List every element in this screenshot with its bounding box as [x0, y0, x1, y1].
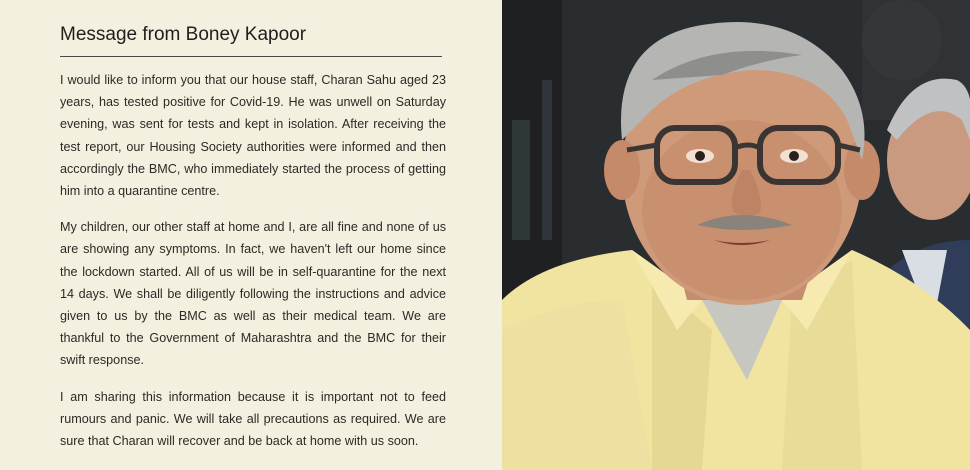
message-paragraph-2: My children, our other staff at home and I, are all fine and none of us are showing any symptoms. In fact, we haven't left our home since the lockdown started. All of us will be in self-quarantine for the next 14 days. We shall be diligently following the instructions and advice given to us by the BMC as well as their medical team. We are thankful to the Government of Maharashtra and the BMC for their swift response.: [60, 220, 446, 368]
message-paragraph-3: I am sharing this information because it is important not to feed rumours and panic. We will take all precautions as required. We are sure that Charan will recover and be back at home with us soon.: [60, 389, 446, 449]
portrait-photo: [502, 0, 970, 470]
portrait-illustration: [502, 0, 970, 470]
message-title: Message from Boney Kapoor: [60, 24, 307, 45]
title-divider: [60, 56, 442, 57]
message-paragraph-1: I would like to inform you that our house staff, Charan Sahu aged 23 years, has tested positive for Covid-19. He was unwell on Saturday evening, was sent for tests and kept in isolation. After receiving the test report, our Housing Society authorities were informed and then accordingly the BMC, who immediately started the process of getting him into a quarantine centre.: [60, 73, 446, 199]
